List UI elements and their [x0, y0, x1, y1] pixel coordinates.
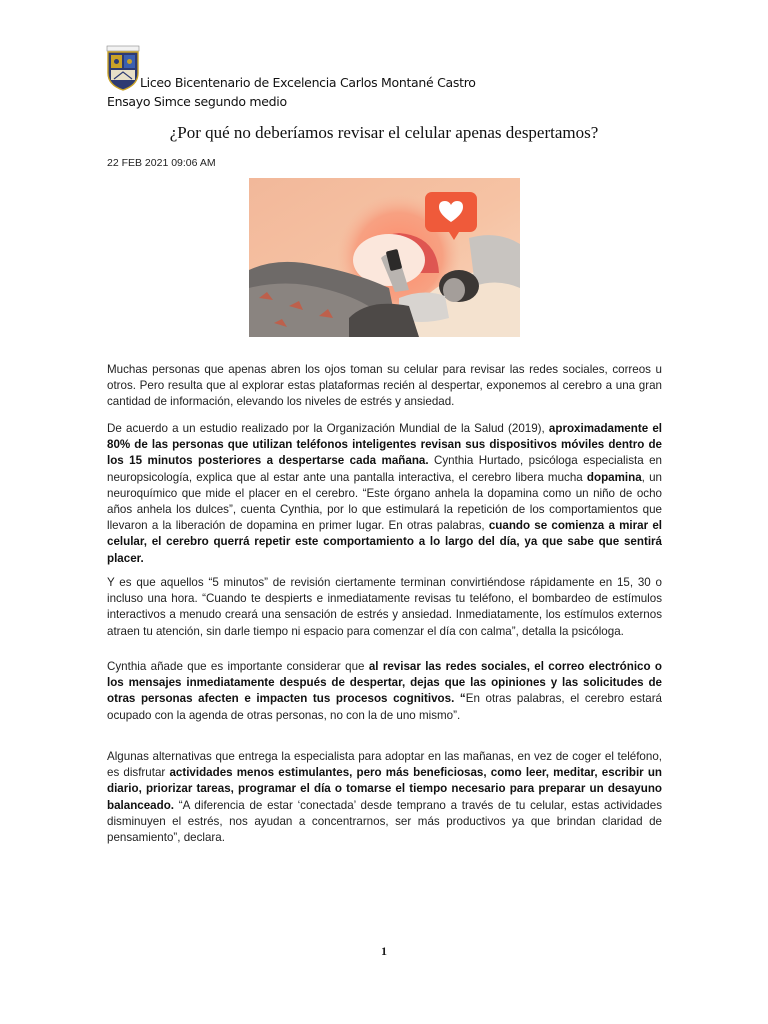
text-run: Cynthia añade que es importante considerar que [107, 660, 369, 673]
document-subject: Ensayo Simce segundo medio [107, 94, 287, 109]
text-run: “A diferencia de estar ‘conectada’ desde temprano a través de tu celular, estas actividades disminuyen el estrés, nos ayudan a concentrarnos, ser más productivos ya que brindan claridad de pensamiento”, declara. [107, 798, 662, 845]
text-run: Cynthia Hurtado, psicóloga especialista en neuropsicología, explica que al estar ante una pantalla interactiva, el cerebro libera mucha [107, 454, 662, 484]
bold-text: aproximadamente el 80% de las personas que utilizan teléfonos inteligentes revisan sus dispositivos móviles dentro de los 15 minutos posteriores a despertarse cada mañana. [107, 422, 662, 468]
text-run: , un neuroquímico que mide el placer en el cerebro. “Este órgano anhela la dopamina como un niño de ocho años anhela los dulces”, cuenta Cynthia, por lo que estimulará la repetición de los comportamientos que llevaron a la liberación de dopamina en primer lugar. En otras palabras, [107, 470, 662, 533]
text-run: Y es que aquellos “5 minutos” de revisión ciertamente terminan convirtiéndose rápidamente en 15, 30 o incluso una hora. “Cuando te despierts e inmediatamente revisas tu teléfono, el bombardeo de estímulos interactivos a menudo creará una sensación de estrés y ansiedad. Inmediatamente, los estímulos externos atraen tu atención, sin darle tiempo ni espacio para comenzar el día con calma”, detalla la psicóloga. [107, 576, 662, 638]
article-illustration [249, 178, 520, 337]
page-number: 1 [381, 944, 387, 958]
article-paragraph [107, 362, 662, 411]
text-run: Algunas alternativas que entrega la especialista para adoptar en las mañanas, en vez de coger el teléfono, es disfrutar [107, 750, 662, 780]
article-paragraph [107, 749, 662, 846]
bold-text: al revisar las redes sociales, el correo electrónico o los mensajes inmediatamente después de despertar, dejas que las opiniones y las solicitudes de otras personas afecten e impacten tus procesos cognitivos. “ [107, 660, 663, 706]
article-title: ¿Por qué no deberíamos revisar el celular apenas despertamos? [169, 123, 599, 142]
article-paragraph [107, 659, 662, 724]
bold-text: dopamina [586, 470, 642, 484]
school-name: Liceo Bicentenario de Excelencia Carlos Montané Castro [140, 75, 476, 90]
article-paragraph [107, 421, 662, 567]
school-crest-logo [106, 45, 140, 91]
bold-text: actividades menos estimulantes, pero más beneficiosas, como leer, meditar, escribir un diario, priorizar tareas, programar el día o tomarse el tiempo necesario para preparar un desayuno balanceado. [107, 766, 662, 812]
article-paragraph [107, 575, 662, 640]
text-run: En otras palabras, el cerebro estará ocupado con la agenda de otras personas, no con la de uno mismo”. [107, 692, 663, 722]
article-date: 22 FEB 2021 09:06 AM [107, 157, 216, 169]
text-run: De acuerdo a un estudio realizado por la Organización Mundial de la Salud (2019), [107, 422, 549, 435]
text-run: Muchas personas que apenas abren los ojos toman su celular para revisar las redes sociales, correos u otros. Pero resulta que al explorar estas plataformas recién al despertar, exponemos al cerebro a una gran cantidad de información, elevando los niveles de estrés y ansiedad. [107, 363, 662, 409]
bold-text: cuando se comienza a mirar el celular, el cerebro querrá repetir este comportamiento a lo largo del día, ya que sabe que sentirá placer. [107, 519, 662, 565]
